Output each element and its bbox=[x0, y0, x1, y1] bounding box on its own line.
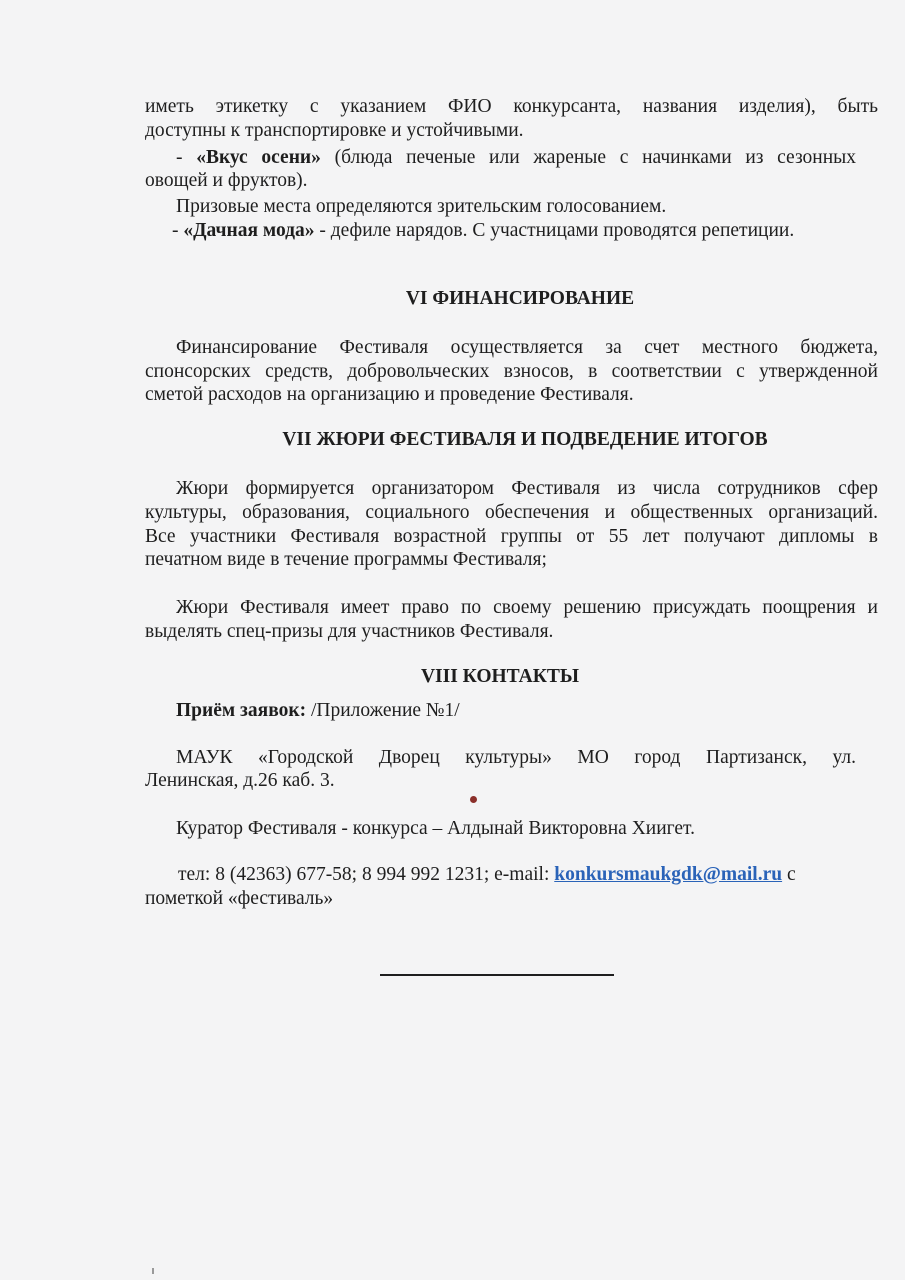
section-6-line-3: сметой расходов на организацию и проведение Фестиваля. bbox=[145, 384, 634, 405]
section-7-p1-line-4: печатном виде в течение программы Фестиваля; bbox=[145, 549, 547, 570]
ink-mark bbox=[470, 796, 477, 803]
contact-line bbox=[178, 863, 796, 887]
dachnaya-moda-title: «Дачная мода» bbox=[183, 220, 315, 241]
section-7-p1-line-3: Все участники Фестиваля возрастной группы от 55 лет получают дипломы в bbox=[145, 526, 878, 547]
vkus-oseni-title: «Вкус осени» bbox=[196, 147, 321, 168]
section-6-heading: VI ФИНАНСИРОВАНИЕ bbox=[405, 288, 635, 309]
section-7-p2-line-1: Жюри Фестиваля имеет право по своему решению присуждать поощрения и bbox=[176, 597, 878, 618]
prize-places: Призовые места определяются зрительским голосованием. bbox=[176, 196, 667, 217]
address-line-1: МАУК «Городской Дворец культуры» МО город Партизанск, ул. bbox=[176, 747, 856, 768]
vkus-oseni-line bbox=[176, 146, 856, 170]
applications-value: /Приложение №1/ bbox=[306, 700, 460, 721]
section-6-line-1: Финансирование Фестиваля осуществляется за счет местного бюджета, bbox=[176, 337, 878, 358]
dachnaya-moda-line bbox=[172, 219, 794, 243]
scan-speck bbox=[152, 1268, 154, 1274]
closing-rule bbox=[380, 974, 614, 976]
vkus-oseni-line-2: овощей и фруктов). bbox=[145, 170, 308, 191]
email-link[interactable]: konkursmaukgdk@mail.ru bbox=[554, 864, 783, 885]
curator-line: Куратор Фестиваля - конкурса – Алдынай Викторовна Хиигет. bbox=[176, 818, 695, 839]
applications-label: Приём заявок: bbox=[176, 700, 307, 721]
section-7-p1-line-2: культуры, образования, социального обеспечения и общественных организаций. bbox=[145, 502, 878, 523]
top-line-2: доступны к транспортировке и устойчивыми. bbox=[145, 120, 524, 141]
applications-line bbox=[176, 699, 460, 723]
dash: - bbox=[172, 220, 184, 241]
contact-line-2: пометкой «фестиваль» bbox=[145, 888, 334, 909]
section-7-heading: VII ЖЮРИ ФЕСТИВАЛЯ И ПОДВЕДЕНИЕ ИТОГОВ bbox=[282, 429, 768, 450]
dash: - bbox=[176, 147, 197, 168]
address-line-2: Ленинская, д.26 каб. 3. bbox=[145, 770, 335, 791]
phone-text: тел: 8 (42363) 677-58; 8 994 992 1231; e-mail: bbox=[178, 864, 555, 885]
section-8-heading: VIII КОНТАКТЫ bbox=[420, 666, 580, 687]
dachnaya-moda-desc: - дефиле нарядов. С участницами проводятся репетиции. bbox=[314, 220, 795, 241]
top-line-1: иметь этикетку с указанием ФИО конкурсанта, названия изделия), быть bbox=[145, 96, 878, 117]
vkus-oseni-desc: (блюда печеные или жареные с начинками из сезонных bbox=[320, 147, 857, 168]
email-suffix: с bbox=[782, 864, 796, 885]
section-7-p2-line-2: выделять спец-призы для участников Фестиваля. bbox=[145, 621, 554, 642]
section-6-line-2: спонсорских средств, добровольческих взносов, в соответствии с утвержденной bbox=[145, 361, 878, 382]
section-7-p1-line-1: Жюри формируется организатором Фестиваля из числа сотрудников сфер bbox=[176, 478, 878, 499]
